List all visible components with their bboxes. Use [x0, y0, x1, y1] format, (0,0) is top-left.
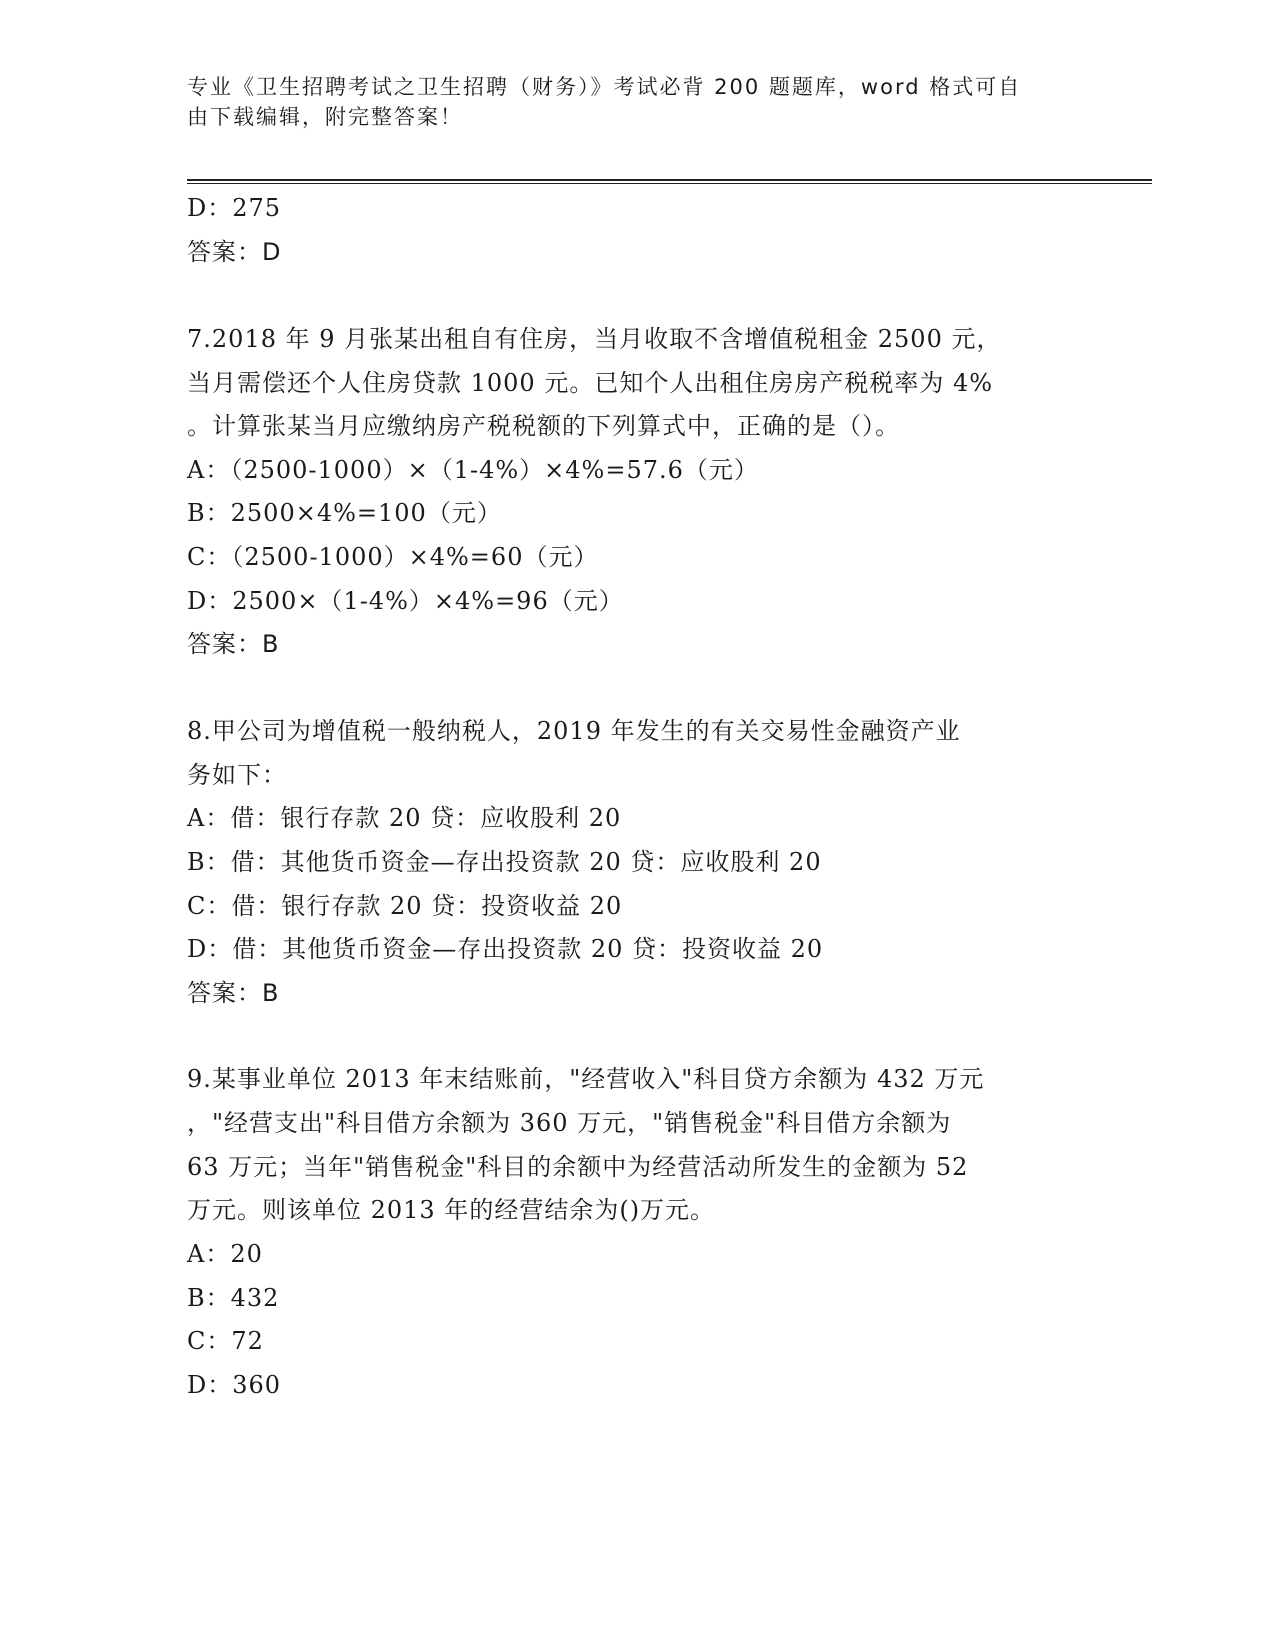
q8-answer: 答案：B: [187, 979, 280, 1007]
q8-stem-line-1: 8.甲公司为增值税一般纳税人，2019 年发生的有关交易性金融资产业: [187, 717, 961, 745]
q9-option-b: B：432: [187, 1284, 280, 1312]
q7-option-b: B：2500×4%=100（元）: [187, 499, 502, 527]
q7-stem-line-3: 。计算张某当月应缴纳房产税税额的下列算式中，正确的是（）。: [187, 412, 900, 440]
q9-stem-line-3: 63 万元；当年"销售税金"科目的余额中为经营活动所发生的金额为 52: [187, 1153, 969, 1181]
prev-answer: 答案：D: [187, 238, 282, 266]
q9-stem-line-2: ，"经营支出"科目借方余额为 360 万元，"销售税金"科目借方余额为: [187, 1109, 952, 1137]
q7-stem-line-1: 7.2018 年 9 月张某出租自有住房，当月收取不含增值税租金 2500 元，: [187, 325, 1002, 353]
header-divider-thin: [187, 183, 1152, 184]
header-line-2: 由下载编辑，附完整答案！: [187, 105, 463, 129]
document-header: [187, 72, 1087, 132]
q7-answer: 答案：B: [187, 630, 280, 658]
q8-option-b: B：借：其他货币资金—存出投资款 20 贷：应收股利 20: [187, 848, 822, 876]
q8-option-d: D：借：其他货币资金—存出投资款 20 贷：投资收益 20: [187, 935, 824, 963]
q9-option-d: D：360: [187, 1371, 282, 1399]
q7-option-a: A：（2500-1000）×（1-4%）×4%=57.6（元）: [187, 456, 759, 484]
q8-option-a: A：借：银行存款 20 贷：应收股利 20: [187, 804, 622, 832]
q7-option-c: C：（2500-1000）×4%=60（元）: [187, 543, 599, 571]
q7-stem-line-2: 当月需偿还个人住房贷款 1000 元。已知个人出租住房房产税税率为 4%: [187, 369, 994, 397]
q9-stem-line-1: 9.某事业单位 2013 年末结账前，"经营收入"科目贷方余额为 432 万元: [187, 1065, 985, 1093]
q8-option-c: C：借：银行存款 20 贷：投资收益 20: [187, 892, 623, 920]
q9-option-a: A：20: [187, 1240, 263, 1268]
q9-option-c: C：72: [187, 1327, 264, 1355]
q9-stem-line-4: 万元。则该单位 2013 年的经营结余为()万元。: [187, 1196, 716, 1224]
header-divider-thick: [187, 179, 1152, 181]
q7-option-d: D：2500×（1-4%）×4%=96（元）: [187, 587, 624, 615]
q8-stem-line-2: 务如下：: [187, 761, 287, 789]
header-line-1: 专业《卫生招聘考试之卫生招聘（财务）》考试必背 200 题题库，word 格式可自: [187, 75, 1022, 99]
prev-option-d: D：275: [187, 194, 282, 222]
